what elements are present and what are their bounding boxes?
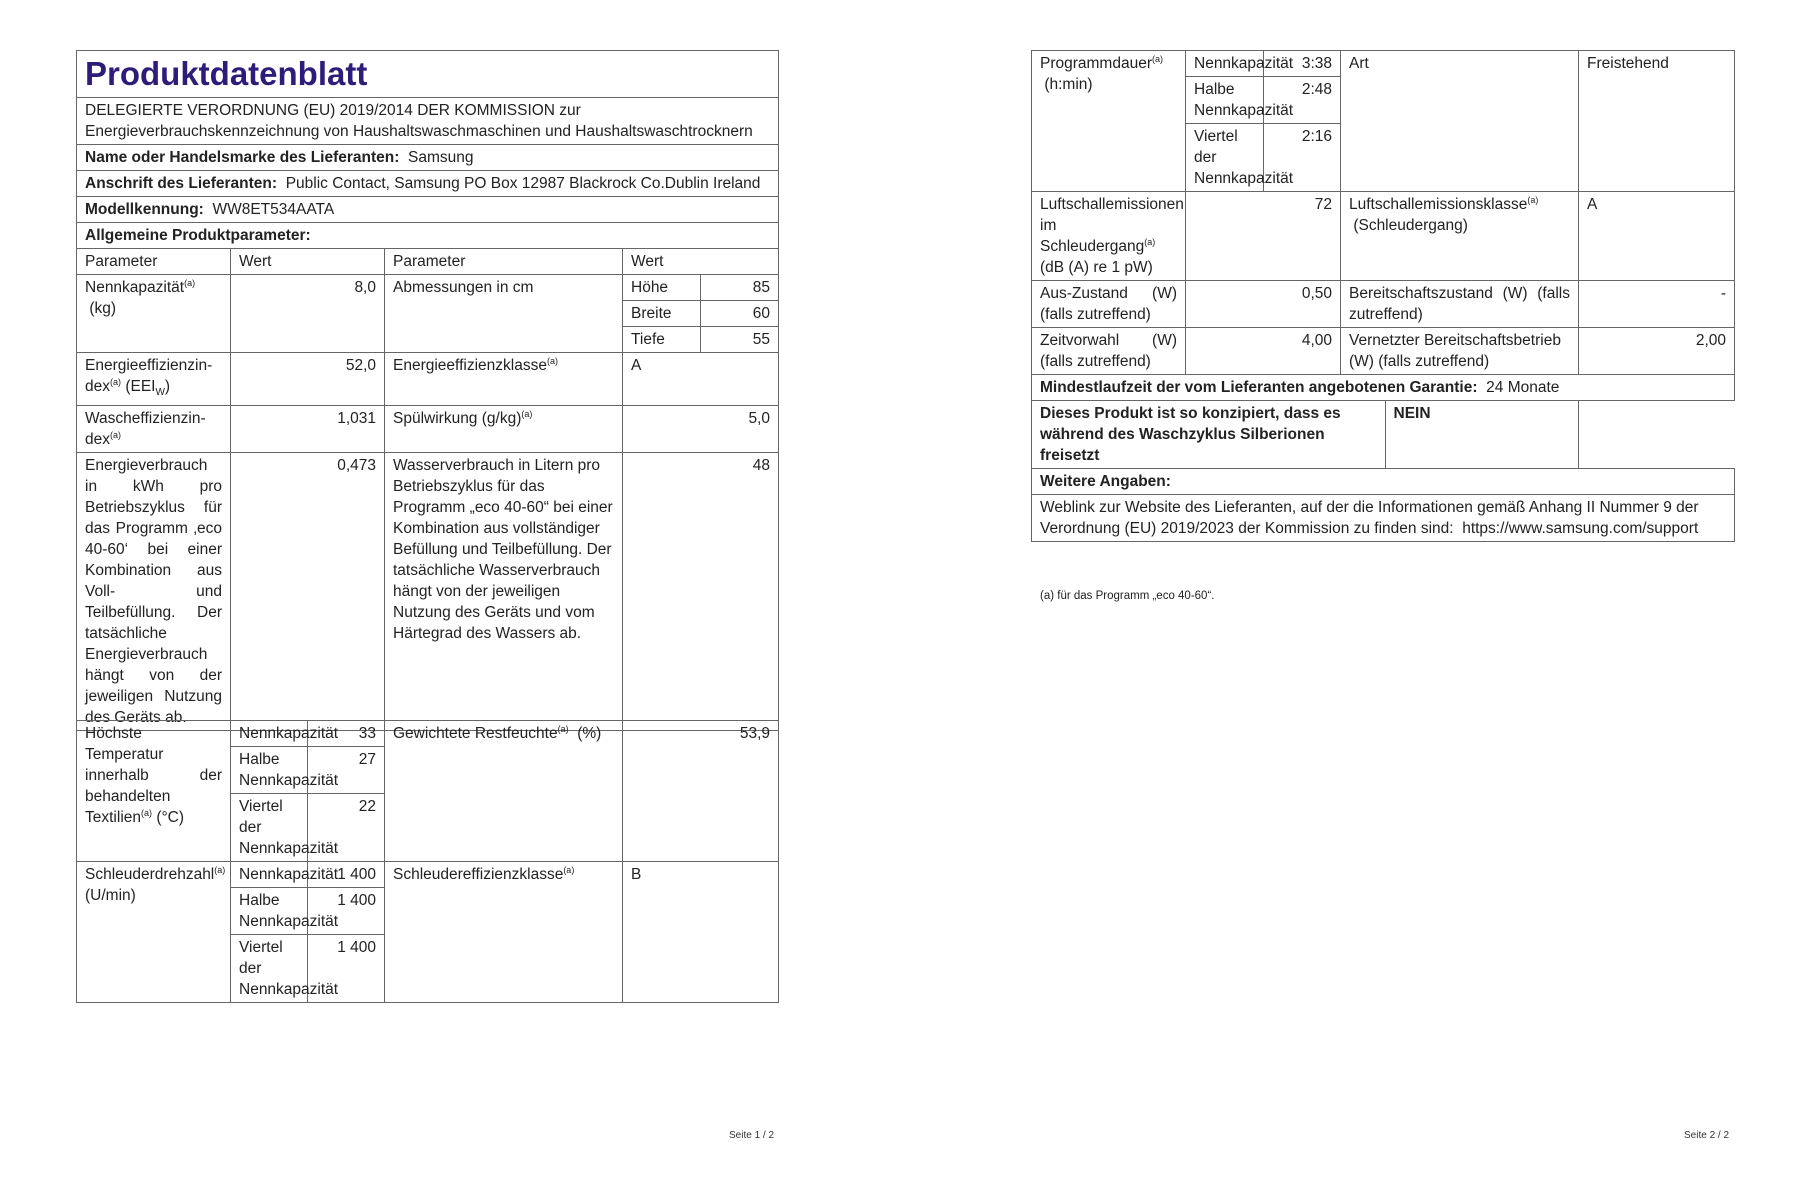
model-row (77, 197, 779, 223)
spin-load-rated: Nennkapazität (231, 862, 308, 888)
temperature-quarter-value: 22 (308, 794, 385, 862)
further-info-heading: Weitere Angaben: (1032, 469, 1735, 495)
spin-class-value: B (623, 862, 779, 1003)
energy-class-label: Energieeffizienzklasse$^{(a)}$ (385, 353, 623, 406)
temperature-half-value: 27 (308, 747, 385, 794)
weblink-text: Weblink zur Website des Lieferanten, auf der die Informationen gemäß Anhang II Nummer 9 der Verordnung (EU) 2019/2023 der Kommission zu finden sind: (1040, 499, 1699, 537)
depth-value: 55 (701, 327, 779, 353)
spin-class-label: Schleudereffizienzklasse$^{(a)}$ (385, 862, 623, 1003)
off-mode-value: 0,50 (1186, 281, 1341, 328)
standby-label: Bereitschaftszustand (W) (falls zutreffend) (1341, 281, 1579, 328)
remaining-moisture-label: Gewichtete Restfeuchte$^{(a)}$ (%) (385, 721, 623, 862)
water-consumption-label: Wasserverbrauch in Litern pro Betriebszyklus für das Programm „eco 40-60“ bei einer Kombination aus vollständiger Befüllung und Teilbefüllung. Der tatsächliche Wasserverbrauch hängt von der jeweiligen Nutzung des Geräts und vom Härtegrad des Wassers ab. (385, 453, 623, 731)
max-temperature-label: Höchste Temperatur innerhalb der behandelten Textilien$^{(a)}$ (°C) (77, 721, 231, 862)
rinsing-label: Spülwirkung $(g/kg)^{(a)}$ (385, 406, 623, 453)
duration-load-quarter: Viertel der Nennkapazität (1186, 124, 1264, 192)
col-header-parameter-2: Parameter (385, 249, 623, 275)
eei-label: Energieeffizienzin- dex$^{(a)}$ $(EEI_W)$ (77, 353, 231, 406)
water-consumption-value: 48 (623, 453, 779, 731)
washing-efficiency-label: Wascheffizienzin- dex$^{(a)}$ (77, 406, 231, 453)
duration-quarter-value: 2:16 (1264, 124, 1341, 192)
temperature-spin-table (76, 720, 779, 1003)
dimensions-label: Abmessungen in cm (385, 275, 623, 353)
eei-value: 52,0 (231, 353, 385, 406)
duration-load-rated: Nennkapazität (1186, 51, 1264, 77)
general-params-heading: Allgemeine Produktparameter: (77, 223, 779, 249)
page-number-1: Seite 1 / 2 (729, 1130, 775, 1141)
width-value: 60 (701, 301, 779, 327)
standby-value: - (1579, 281, 1735, 328)
spin-quarter-value: 1 400 (308, 935, 385, 1003)
energy-class-value: A (623, 353, 779, 406)
energy-consumption-label: Energieverbrauch in kWh pro Betriebszyklus für das Programm ‚eco 40-60‘ bei einer Kombination aus Voll- und Teilbefüllung. Der tatsächliche Energieverbrauch hängt von der jeweiligen Nutzung des Geräts ab. (77, 453, 231, 731)
spin-rated-value: 1 400 (308, 862, 385, 888)
rated-capacity-label: Nennkapazität$^{(a)}$ (kg) (77, 275, 231, 353)
supplier-name: Samsung (408, 149, 474, 166)
load-rated: Nennkapazität (231, 721, 308, 747)
spin-half-value: 1 400 (308, 888, 385, 935)
noise-label: Luftschallemissionen im Schleudergang$^{(a)}$ (dB (A) re 1 pW) (1032, 192, 1186, 281)
product-datasheet-table (76, 50, 779, 731)
supplier-name-label: Name oder Handelsmarke des Lieferanten: (85, 149, 400, 166)
rinsing-value: 5,0 (623, 406, 779, 453)
spin-load-half: Halbe Nennkapazität (231, 888, 308, 935)
spin-load-quarter: Viertel der Nennkapazität (231, 935, 308, 1003)
col-header-value: Wert (231, 249, 385, 275)
temperature-rated-value: 33 (308, 721, 385, 747)
silver-ion-value: NEIN (1393, 405, 1431, 422)
weblink-row (1032, 495, 1735, 542)
warranty-value: 24 Monate (1486, 379, 1560, 396)
supplier-address-row (77, 171, 779, 197)
type-label: Art (1341, 51, 1579, 192)
noise-class-label: Luftschallemissionsklasse$^{(a)}$ (Schleudergang) (1341, 192, 1579, 281)
warranty-label: Mindestlaufzeit der vom Lieferanten angebotenen Garantie: (1040, 379, 1478, 396)
page-title: Produktdatenblatt (77, 51, 779, 98)
model-label: Modellkennung: (85, 201, 204, 218)
delay-start-value: 4,00 (1186, 328, 1341, 375)
energy-consumption-value: 0,473 (231, 453, 385, 731)
washing-efficiency-value: 1,031 (231, 406, 385, 453)
load-half: Halbe Nennkapazität (231, 747, 308, 794)
height-value: 85 (701, 275, 779, 301)
load-quarter: Viertel der Nennkapazität (231, 794, 308, 862)
page-number-2: Seite 2 / 2 (1684, 1130, 1730, 1141)
datasheet-page2-table (1031, 50, 1735, 542)
spin-speed-label: Schleuderdrehzahl$^{(a)}$ (U/min) (77, 862, 231, 1003)
width-label: Breite (623, 301, 701, 327)
duration-rated-value: 3:38 (1264, 51, 1341, 77)
networked-standby-value: 2,00 (1579, 328, 1735, 375)
warranty-row (1032, 375, 1735, 401)
noise-class-value: A (1579, 192, 1735, 281)
type-value: Freistehend (1579, 51, 1735, 192)
col-header-value-2: Wert (623, 249, 779, 275)
weblink-url[interactable]: https://www.samsung.com/support (1462, 520, 1699, 537)
supplier-address: Public Contact, Samsung PO Box 12987 Blackrock Co.Dublin Ireland (285, 175, 761, 192)
depth-label: Tiefe (623, 327, 701, 353)
off-mode-label: Aus-Zustand (W) (falls zutreffend) (1032, 281, 1186, 328)
remaining-moisture-value: 53,9 (623, 721, 779, 862)
height-label: Höhe (623, 275, 701, 301)
delay-start-label: Zeitvorwahl (W) (falls zutreffend) (1032, 328, 1186, 375)
rated-capacity-value: 8,0 (231, 275, 385, 353)
silver-ion-label: Dieses Produkt ist so konzipiert, dass es während des Waschzyklus Silberionen freisetzt (1032, 401, 1385, 468)
regulation-text: DELEGIERTE VERORDNUNG (EU) 2019/2014 DER KOMMISSION zur Energieverbrauchskennzeichnung von Haushaltswaschmaschinen und Haushaltswaschtrocknern (77, 98, 779, 145)
supplier-address-label: Anschrift des Lieferanten: (85, 175, 278, 192)
duration-half-value: 2:48 (1264, 77, 1341, 124)
page-2 (900, 0, 1800, 1200)
noise-value: 72 (1186, 192, 1341, 281)
program-duration-label: Programmdauer$^{(a)}$ (h:min) (1032, 51, 1186, 192)
duration-load-half: Halbe Nennkapazität (1186, 77, 1264, 124)
supplier-name-row (77, 145, 779, 171)
footnote: (a) für das Programm „eco 40-60“. (1040, 590, 1215, 602)
silver-ion-row (1032, 401, 1579, 469)
model-id: WW8ET534AATA (212, 201, 335, 218)
col-header-parameter: Parameter (77, 249, 231, 275)
networked-standby-label: Vernetzter Bereitschaftsbetrieb (W) (falls zutreffend) (1341, 328, 1579, 375)
